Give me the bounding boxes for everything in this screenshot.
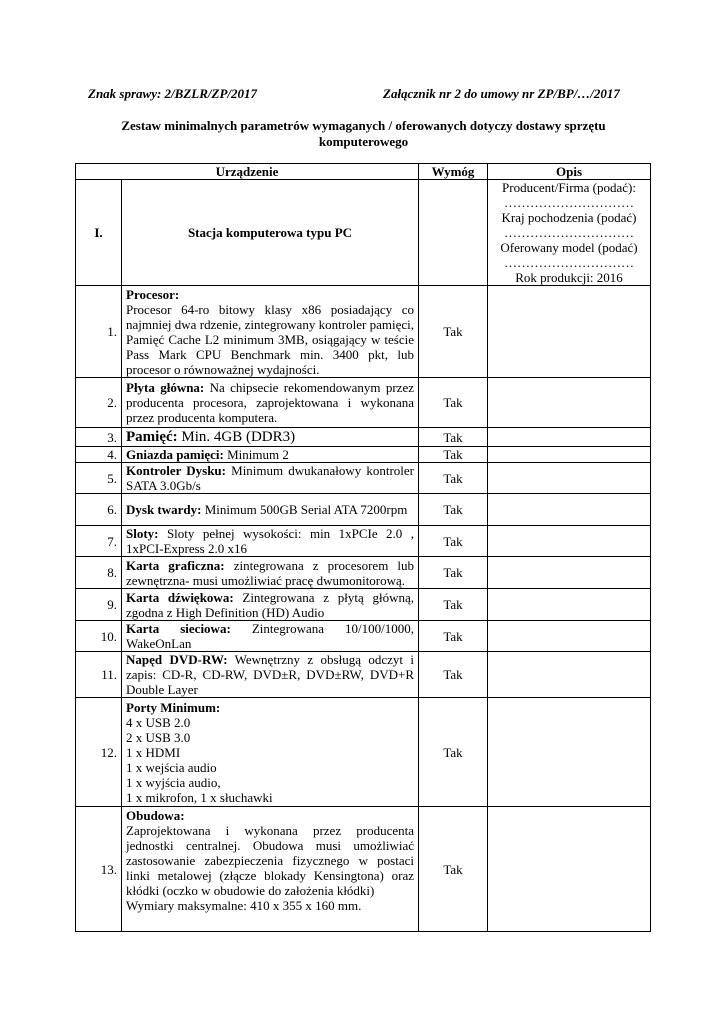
row-number: 10. [76,621,122,652]
row-number: 4. [76,447,122,463]
row-label: Sloty: [126,526,159,541]
row-requirement: Tak [419,447,488,463]
table-row [76,807,651,932]
row-requirement: Tak [419,526,488,557]
row-label: Napęd DVD-RW: [126,652,228,667]
table-row [76,447,651,463]
row-opis-cell [488,652,651,698]
row-description [122,463,419,494]
row-description [122,621,419,652]
row-label: Karta graficzna: [126,557,225,573]
row-requirement: Tak [419,589,488,621]
section-requirement-cell [419,180,488,286]
table-row [76,463,651,494]
row-text: Minimum 2 [227,447,289,462]
port-item: 1 x HDMI [126,744,181,760]
row-label: Gniazda pamięci: [126,447,224,462]
row-opis-cell [488,378,651,428]
row-requirement: Tak [419,621,488,652]
row-opis-cell [488,286,651,378]
dotted-blank: ………………………… [504,195,634,210]
port-item: 1 x wejścia audio [126,759,217,775]
table-row [76,589,651,621]
row-description [122,286,419,378]
row-label: Karta dźwiękowa: [126,589,234,605]
row-label: Porty Minimum: [126,699,221,715]
row-opis-cell [488,621,651,652]
dotted-blank: ………………………… [504,225,634,240]
table-row [76,526,651,557]
row-opis-cell [488,447,651,463]
row-opis-cell [488,807,651,932]
row-description [122,428,419,447]
row-opis-cell [488,557,651,589]
row-requirement: Tak [419,698,488,807]
row-opis-cell [488,698,651,807]
table-row [76,557,651,589]
row-requirement: Tak [419,428,488,447]
section-number: I. [76,180,122,286]
row-label: Płyta główna: [126,380,205,395]
table-row [76,698,651,807]
dotted-blank: ………………………… [504,255,634,270]
row-text: Wewnętrzny z obsługą odczyt i zapis: CD-R, CD-RW, DVD±R, DVD±RW, DVD+R Double Layer [126,652,415,697]
document-title: Zestaw minimalnych parametrów wymaganych / oferowanych dotyczy dostawy sprzętu komputerowego [121,118,606,149]
offered-model-line: Oferowany model (podać) [500,240,638,255]
table-row [76,494,651,526]
row-number: 12. [76,698,122,807]
dimensions-text: Wymiary maksymalne: 410 x 355 x 160 mm. [126,898,362,913]
row-number: 9. [76,589,122,621]
row-text: Zintegrowana z płytą główną, zgodna z High Definition (HD) Audio [126,589,414,620]
row-opis-cell [488,526,651,557]
row-description [122,557,419,589]
row-opis-cell [488,494,651,526]
row-description [122,378,419,428]
row-number: 2. [76,378,122,428]
origin-country-line: Kraj pochodzenia (podać) [501,210,637,225]
row-description [122,447,419,463]
row-text: Procesor 64-ro bitowy klasy x86 posiadający co najmniej dwa rdzenie, zintegrowany kontroler pamięci, Pamięć Cache L2 minimum 3MB, osiągający w teście Pass Mark CPU Benchmark min. 3400 pkt, lub procesor o równoważnej wydajności. [126,301,414,377]
row-description [122,494,419,526]
row-requirement: Tak [419,463,488,494]
attachment-reference: Załącznik nr 2 do umowy nr ZP/BP/…/2017 [383,86,620,101]
table-row [76,621,651,652]
row-opis-cell [488,463,651,494]
row-text: Sloty pełnej wysokości: min 1xPCIe 2.0 , 1xPCI-Express 2.0 x16 [126,526,414,556]
column-header-requirement: Wymóg [419,164,488,180]
producer-line: Producent/Firma (podać): [502,180,636,195]
row-label: Obudowa: [126,808,185,823]
production-year-line: Rok produkcji: 2016 [515,270,623,285]
row-description [122,698,419,807]
row-opis-cell [488,428,651,447]
row-description [122,807,419,932]
row-label: Dysk twardy: [126,502,202,517]
row-label: Karta sieciowa: [126,621,231,636]
row-text: Minimum 500GB Serial ATA 7200rpm [204,502,408,517]
row-number: 1. [76,286,122,378]
column-header-device: Urządzenie [76,164,419,180]
row-requirement: Tak [419,652,488,698]
port-item: 1 x mikrofon, 1 x słuchawki [126,789,273,805]
row-number: 13. [76,807,122,932]
row-number: 5. [76,463,122,494]
row-text: Na chipsecie rekomendowanym przez producenta procesora, zaprojektowana i wykonana przez producenta komputera. [126,380,414,425]
row-number: 6. [76,494,122,526]
row-description [122,652,419,698]
row-opis-cell [488,589,651,621]
row-requirement: Tak [419,807,488,932]
table-row [76,378,651,428]
table-row [76,652,651,698]
row-label: Kontroler Dysku: [126,463,226,478]
row-number: 8. [76,557,122,589]
section-name: Stacja komputerowa typu PC [122,180,419,286]
row-requirement: Tak [419,286,488,378]
table-row [76,428,651,447]
port-item: 2 x USB 3.0 [126,729,191,745]
row-requirement: Tak [419,557,488,589]
table-row [76,286,651,378]
row-text: Zaprojektowana i wykonana przez producenta jednostki centralnej. Obudowa musi umożliwiać zastosowanie zabezpieczenia fizycznego w postaci linki metalowej (złącze blokady Kensingtona) oraz kłódki (oczko w obudowie do założenia kłódki) [126,823,414,898]
row-requirement: Tak [419,378,488,428]
row-text: Min. 4GB (DDR3) [181,428,296,445]
row-requirement: Tak [419,494,488,526]
column-header-description: Opis [488,164,651,180]
row-label: Procesor: [126,286,180,302]
specification-table [75,163,651,932]
row-number: 7. [76,526,122,557]
section-row [76,180,651,286]
row-label: Pamięć: [126,428,178,445]
row-description [122,526,419,557]
row-number: 11. [76,652,122,698]
table-header-row [76,164,651,180]
row-text: Minimum dwukanałowy kontroler SATA 3.0Gb/s [126,463,415,493]
row-description [122,589,419,621]
port-item: 1 x wyjścia audio, [126,774,221,790]
case-number: Znak sprawy: 2/BZLR/ZP/2017 [88,86,257,101]
port-item: 4 x USB 2.0 [126,714,191,730]
section-description-cell [488,180,651,286]
row-text: zintegrowana z procesorem lub zewnętrzna- musi umożliwiać pracę dwumonitorową. [126,557,414,588]
row-number: 3. [76,428,122,447]
row-text: Zintegrowana 10/100/1000, WakeOnLan [126,621,414,651]
